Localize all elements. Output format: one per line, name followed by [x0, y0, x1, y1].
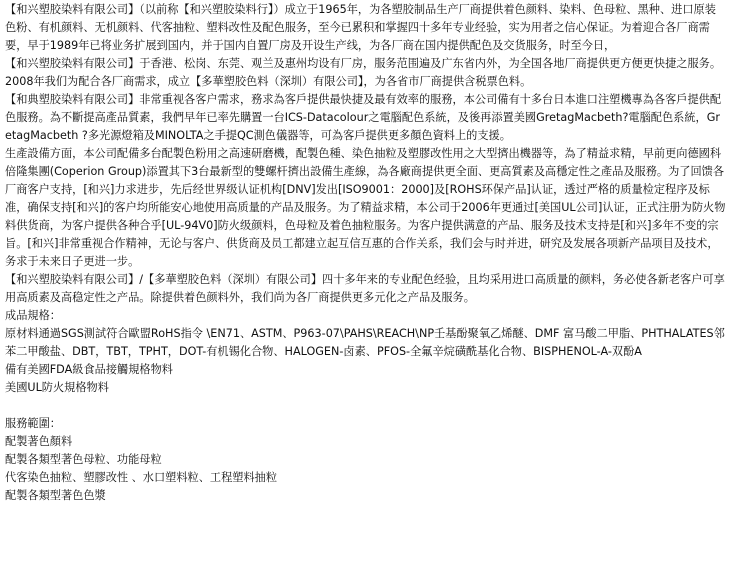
rohs-compliance-text: 原材料通過SGS測試符合歐盟RoHS指令 \EN71、ASTM、P963-07\PAHS\REACH\NP壬基酚聚氧乙烯醚、DMF 富马酸二甲脂、PHTHALATES邻苯二甲酸盐、DBT，TBT，TPHT，DOT-有机锡化合物、HALOGEN-卤素、PFOS-全氟辛烷磺酰基化合物、BISPHENOL-A-双酚A	[5, 327, 725, 358]
service-item: 配製各類型著色色漿	[5, 489, 106, 502]
product-spec-heading: 成品規格：	[5, 309, 61, 322]
experience-paragraph: 【和兴塑胶染料有限公司】/【多華塑胶色料（深圳）有限公司】四十多年来的专业配色经验，且均采用进口高质量的颜料，务必使各新老客户可享用高质素及高稳定性之产品。除提供着色颜料外，我们尚为各厂商提供更多元化之产品及服务。	[5, 273, 725, 304]
color-matching-paragraph: 【和典塑胶染料有限公司】非常重视各客户需求，務求為客戶提供最快捷及最有效率的服務，本公司備有十多台日本進口注塑機專為各客戶提供配色服務。為不斷提高產品質素，我們早年已率先購置一台ICS-Datacolour之電腦配色系統，及後再添置美國GretagMacbeth?電腦配色系統，GretagMacbeth ?多光源燈箱及MINOLTA之手提QC測色儀器等，可為客戶提供更多顏色資料上的支援。	[5, 93, 722, 142]
fda-grade-text: 備有美國FDA級食品接觸規格物料	[5, 363, 173, 376]
service-item: 代客染色抽粒、塑膠改性 、水口塑料粒、工程塑料抽粒	[5, 471, 278, 484]
intro-paragraph: 【和兴塑胶染料有限公司】（以前称【和兴塑胶染料行】）成立于1965年，为各塑胶制品生产厂商提供着色颜料、染料、色母粒、黑种、进口原装色粉、有机颜料、无机颜料、代客抽粒、塑料改性及配色服务，至今已累积和掌握四十多年专业经验，实为用者之信心保证。为着迎合各厂商需要，早于1989年已将业务扩展到国内，并于国内自置厂房及开设生产线，为各厂商在国内提供配色及交货服务，时至今日，	[5, 3, 716, 52]
blank-line	[5, 397, 726, 415]
factories-paragraph: 【和兴塑胶染料有限公司】于香港、松岗、东莞、观兰及惠州均设有厂房，服务范围遍及广东省内外，为全国各地厂商提供更方便更快捷之服务。	[5, 57, 722, 70]
duohua-paragraph: 2008年我们为配合各厂商需求，成立【多華塑胶色料（深圳）有限公司】，为各省市厂商提供含税票色料。	[5, 75, 532, 88]
production-equipment-paragraph: 生產設備方面，本公司配備多台配製色粉用之高速研磨機，配製色種、染色抽粒及塑膠改性用之大型擠出機器等，為了精益求精，早前更向德國科倍隆集團(Coperion Group)添置其下3台最新型的雙螺杆擠出設備生產線，為各廠商提供更全面、更高質素及高穩定性之產品及服務。为了回馈各厂商客户支持，[和兴]力求进步，先后经世界级认证机构[DNV]发出[ISO9001：2000]及[ROHS环保产品]认证，透过严格的质量检定程序及标准，确保支持[和兴]的客户均所能安心地使用高质量的产品及服务。为了精益求精，本公司于2006年更通过[美国UL公司]认证，正式注册为防火物料供货商，为客户提供各种合乎[UL-94V0]防火级颜料，色母粒及着色抽粒服务。为客户提供满意的产品、服务及技术支持是[和兴]多年不变的宗旨。[和兴]非常重视合作精神，无论与客户、供货商及员工都建立起互信互惠的合作关系，我们会与时并进，研究及发展各项新产品项目及技术，务求于未来日子更进一步。	[5, 147, 726, 268]
service-item: 配製各類型著色母粒、功能母粒	[5, 453, 162, 466]
service-scope-heading: 服務範圍：	[5, 417, 61, 430]
service-item: 配製著色顏料	[5, 435, 73, 448]
ul-fireproof-text: 美國UL防火規格物料	[5, 381, 109, 394]
